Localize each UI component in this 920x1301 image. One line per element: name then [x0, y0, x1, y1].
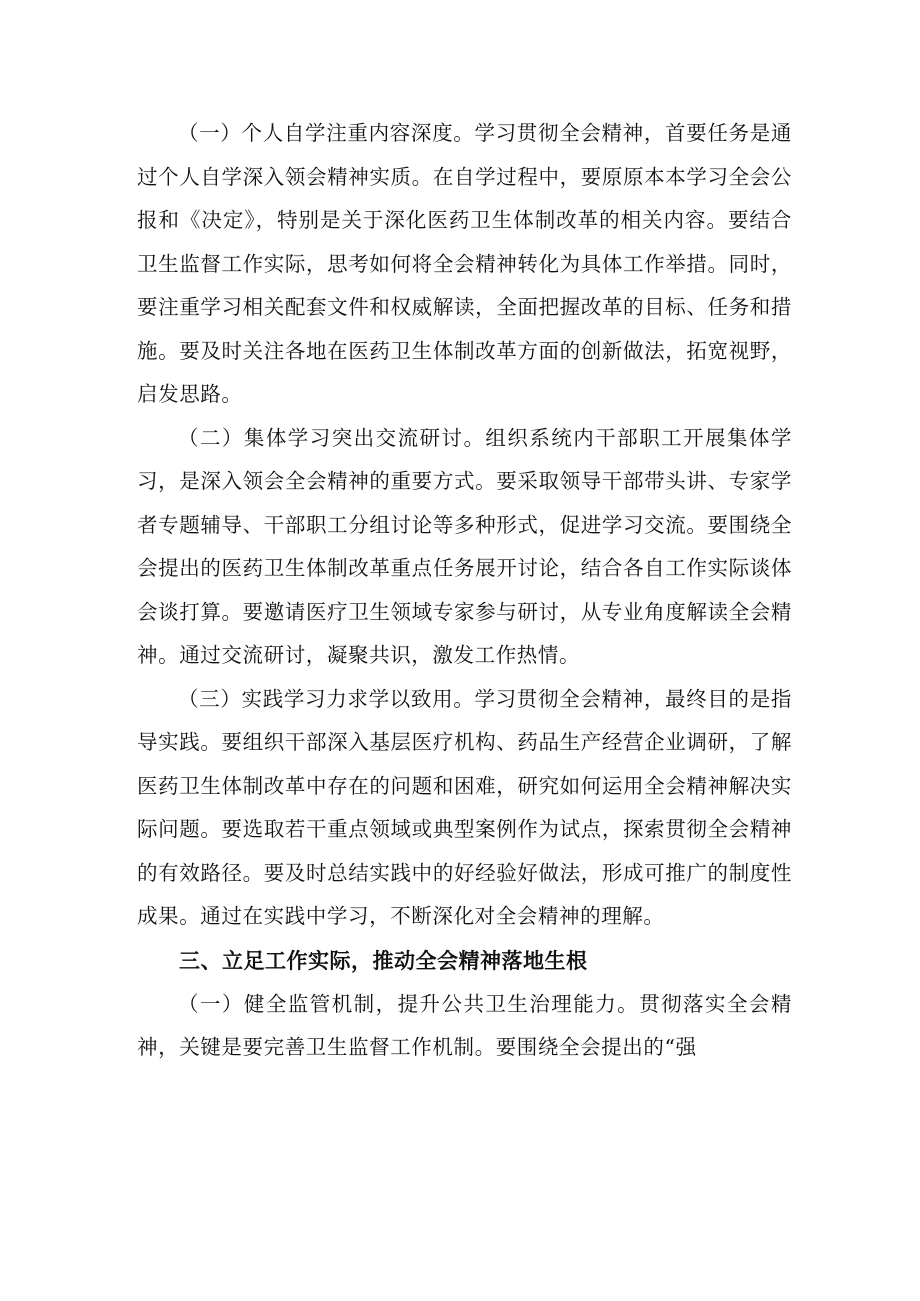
paragraph-personal-study: （一）个人自学注重内容深度。学习贯彻全会精神，首要任务是通过个人自学深入领会精神实质。在自学过程中，要原原本本学习全会公报和《决定》，特别是关于深化医药卫生体制改革的相关内容。要结合卫生监督工作实际，思考如何将全会精神转化为具体工作举措。同时，要注重学习相关配套文件和权威解读，全面把握改革的目标、任务和措施。要及时关注各地在医药卫生体制改革方面的创新做法，拓宽视野，启发思路。: [137, 121, 792, 406]
paragraph-supervision-mechanism: （一）健全监管机制，提升公共卫生治理能力。贯彻落实全会精神，关键是要完善卫生监督工作机制。要围绕全会提出的“强: [137, 991, 792, 1059]
paragraph-practice-study: （三）实践学习力求学以致用。学习贯彻全会精神，最终目的是指导实践。要组织干部深入基层医疗机构、药品生产经营企业调研，了解医药卫生体制改革中存在的问题和困难，研究如何运用全会精神解决实际问题。要选取若干重点领域或典型案例作为试点，探索贯彻全会精神的有效路径。要及时总结实践中的好经验好做法，形成可推广的制度性成果。通过在实践中学习，不断深化对全会精神的理解。: [137, 686, 792, 928]
paragraph-group-study: （二）集体学习突出交流研讨。组织系统内干部职工开展集体学习，是深入领会全会精神的重要方式。要采取领导干部带头讲、专家学者专题辅导、干部职工分组讨论等多种形式，促进学习交流。要围绕全会提出的医药卫生体制改革重点任务展开讨论，结合各自工作实际谈体会谈打算。要邀请医疗卫生领域专家参与研讨，从专业角度解读全会精神。通过交流研讨，凝聚共识，激发工作热情。: [137, 425, 792, 667]
document-body: [137, 112, 792, 1070]
section-heading: 三、立足工作实际，推动全会精神落地生根: [179, 948, 588, 973]
